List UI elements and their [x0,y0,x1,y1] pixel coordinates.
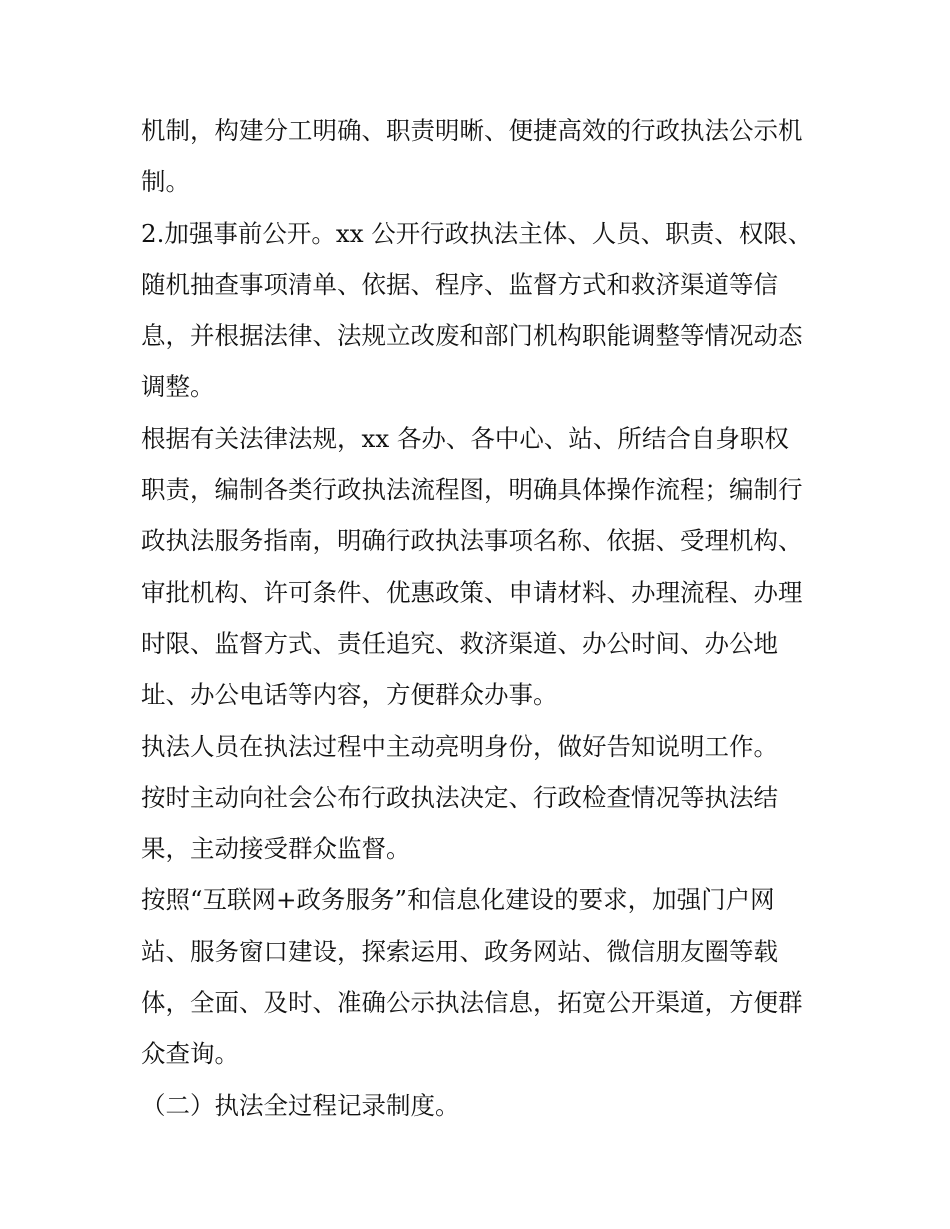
text-line: 2.加强事前公开。xx 公开行政执法主体、人员、职责、权限、 [141,218,813,248]
text-line: 执法人员在执法过程中主动亮明身份，做好告知说明工作。 [141,731,778,761]
text-line: 制。 [141,167,190,197]
text-line: 按照“互联网+政务服务”和信息化建设的要求，加强门户网 [141,885,775,915]
text-line: 果，主动接受群众监督。 [141,834,411,864]
text-line: 政执法服务指南，明确行政执法事项名称、依据、受理机构、 [141,526,803,556]
text-line: 址、办公电话等内容，方便群众办事。 [141,680,558,710]
text-line: 体，全面、及时、准确公示执法信息，拓宽公开渠道，方便群 [141,988,803,1018]
text-line: 随机抽查事项清单、依据、程序、监督方式和救济渠道等信 [141,269,778,299]
document-body [141,105,821,1131]
text-line: 息，并根据法律、法规立改废和部门机构职能调整等情况动态 [141,321,803,351]
text-line: 站、服务窗口建设，探索运用、政务网站、微信朋友圈等载 [141,936,778,966]
text-line: 机制，构建分工明确、职责明晰、便捷高效的行政执法公示机 [141,116,803,145]
text-line: 审批机构、许可条件、优惠政策、申请材料、办理流程、办理 [141,577,803,607]
text-line: 时限、监督方式、责任追究、救济渠道、办公时间、办公地 [141,628,778,658]
text-line: 职责，编制各类行政执法流程图，明确具体操作流程；编制行 [141,475,803,505]
text-line: 调整。 [141,372,215,402]
text-line: 众查询。 [141,1039,239,1069]
section-heading: （二）执法全过程记录制度。 [141,1090,460,1120]
text-line: 根据有关法律法规，xx 各办、各中心、站、所结合自身职权 [141,423,789,453]
text-line: 按时主动向社会公布行政执法决定、行政检查情况等执法结 [141,782,778,812]
